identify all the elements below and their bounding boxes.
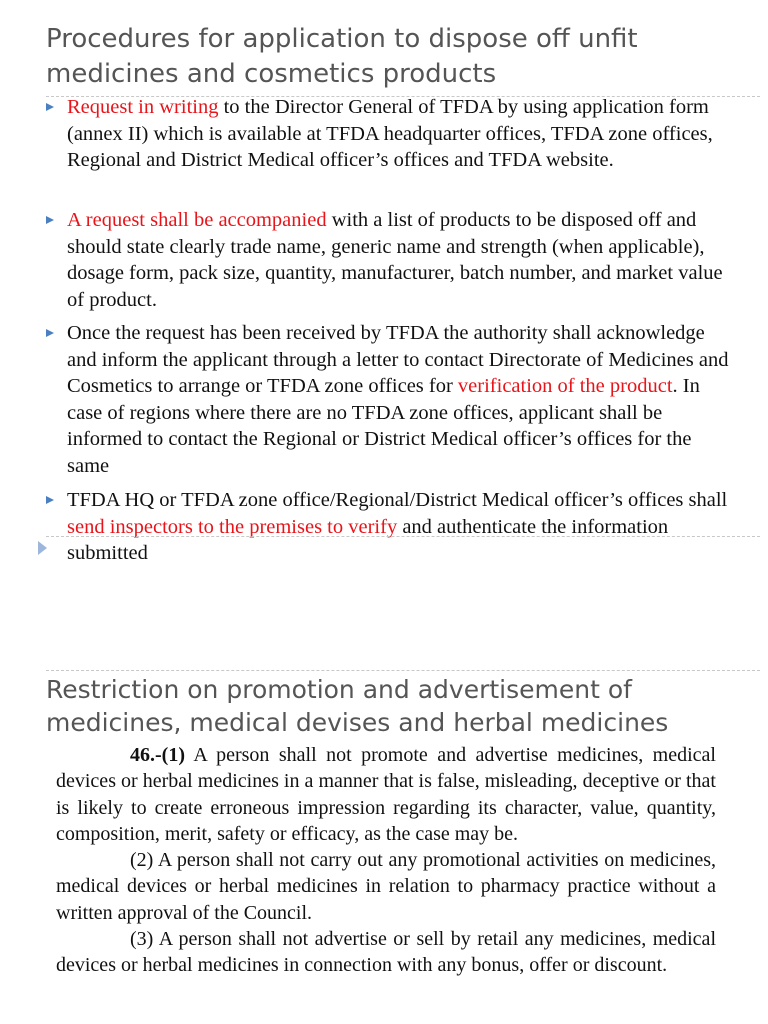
clause-number: 46.-(1) [130,744,185,766]
triangle-bullet-icon [46,216,54,224]
highlight-text: send inspectors to the premises to verify [67,515,398,538]
footer-divider [46,536,760,537]
procedure-item-request-in-writing [46,94,736,174]
triangle-bullet-icon [46,329,54,337]
procedure-item-request-accompanied [46,207,736,313]
body-text: to the Director General of TFDA by using application form (annex II) which is available at TFDA headquarter offices, TFDA zone offices, Regional and District Medical officer’s offices and TFDA website. [67,96,713,172]
triangle-bullet-icon [46,103,54,111]
slide-1-title: Procedures for application to dispose off unfit medicines and cosmetics products [46,24,638,89]
procedure-item-verification [46,320,736,480]
slide-divider [46,670,760,671]
slide-2-title: Restriction on promotion and advertisement of medicines, medical devises and herbal medicines [46,675,669,737]
highlight-text: verification of the product [457,375,673,398]
body-text: and authenticate the information submitted [67,515,669,565]
clause-text: A person shall not carry out any promotional activities on medicines, medical devices or herbal medicines in relation to pharmacy practice without a written approval of the Council. [56,849,716,924]
bullet-text [67,320,736,480]
bullet-text [67,207,736,313]
body-text: Once the request has been received by TFDA the authority shall acknowledge and inform the applicant through a letter to contact Directorate of Medicines and Cosmetics to arrange or TFDA zone offices for [67,322,729,398]
empty-bullet-icon [38,541,47,555]
highlight-text: A request shall be accompanied [67,209,327,231]
regulation-clause-3 [56,926,716,979]
bullet-text [67,94,736,174]
body-text: TFDA HQ or TFDA zone office/Regional/District Medical officer’s offices shall [67,489,728,511]
regulation-clause-1 [56,742,716,847]
clause-text: A person shall not promote and advertise medicines, medical devices or herbal medicines in a manner that is false, misleading, deceptive or that is likely to create erroneous impression regarding its character, value, quantity, composition, merit, safety or efficacy, as the case may be. [56,744,716,845]
triangle-bullet-icon [46,496,54,504]
highlight-text: Request in writing [67,96,219,118]
body-text: with a list of products to be disposed off and should state clearly trade name, generic name and strength (when applicable), dosage form, pack size, quantity, manufacturer, batch number, and market value of product. [67,209,723,311]
bullet-text [67,487,736,567]
body-text: . In case of regions where there are no TFDA zone offices, applicant shall be informed to contact the Regional or District Medical officer’s offices for the same [67,375,700,477]
regulation-excerpt [56,742,716,979]
regulation-clause-2 [56,847,716,926]
clause-text: A person shall not advertise or sell by retail any medicines, medical devices or herbal medicines in connection with any bonus, offer or discount. [56,928,716,977]
procedure-item-inspection [46,487,736,567]
clause-number: (3) [130,928,154,951]
clause-number: (2) [130,849,154,872]
